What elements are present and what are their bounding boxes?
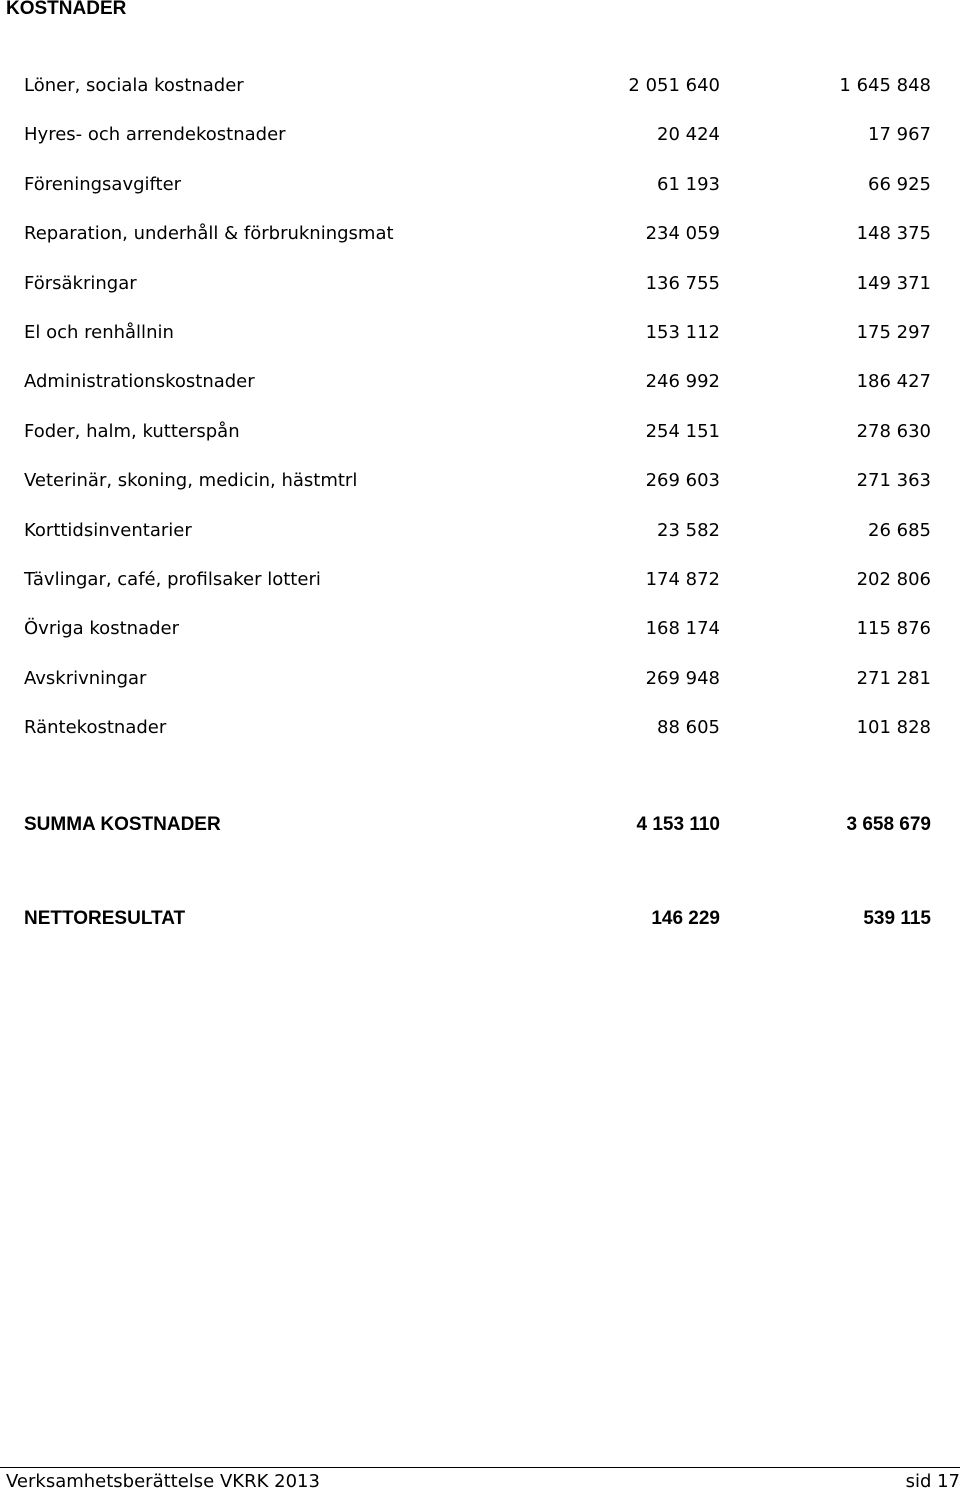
table-row — [0, 458, 960, 507]
row-value-previous: 186 427 — [856, 371, 931, 393]
row-label: Avskrivningar — [24, 667, 147, 689]
row-value-previous: 17 967 — [868, 124, 931, 146]
net-result-label: NETTORESULTAT — [24, 908, 186, 929]
row-value-previous: 202 806 — [856, 568, 931, 590]
row-value-current: 269 603 — [645, 470, 720, 492]
net-result-current: 146 229 — [651, 908, 720, 929]
row-label: Övriga kostnader — [24, 618, 179, 640]
row-value-previous: 278 630 — [856, 420, 931, 442]
footer-document-title: Verksamhetsberättelse VKRK 2013 — [6, 1471, 320, 1492]
row-value-previous: 1 645 848 — [839, 75, 931, 96]
table-row — [0, 162, 960, 211]
table-row — [0, 211, 960, 260]
row-value-current: 254 151 — [645, 420, 720, 442]
row-label: Löner, sociala kostnader — [24, 75, 244, 96]
row-value-previous: 101 828 — [856, 717, 931, 739]
row-value-previous: 115 876 — [856, 618, 931, 640]
row-label: El och renhållnin — [24, 321, 174, 343]
row-value-current: 61 193 — [657, 173, 720, 195]
row-label: Försäkringar — [24, 272, 137, 294]
net-result-row — [0, 908, 960, 934]
table-row — [0, 557, 960, 606]
row-label: Foder, halm, kutterspån — [24, 420, 240, 442]
table-row — [0, 359, 960, 408]
total-costs-label: SUMMA KOSTNADER — [24, 814, 221, 835]
table-row — [0, 261, 960, 310]
cost-table — [0, 63, 960, 754]
table-row — [0, 310, 960, 359]
row-value-previous: 175 297 — [856, 321, 931, 343]
row-value-current: 23 582 — [657, 519, 720, 541]
row-value-previous: 66 925 — [868, 173, 931, 195]
row-label: Räntekostnader — [24, 717, 167, 739]
total-costs-previous: 3 658 679 — [846, 814, 931, 835]
table-row — [0, 656, 960, 705]
row-label: Föreningsavgifter — [24, 173, 182, 195]
row-value-previous: 26 685 — [868, 519, 931, 541]
row-label: Reparation, underhåll & förbrukningsmat — [24, 223, 394, 245]
row-label: Administrationskostnader — [24, 371, 255, 393]
footer-page-number: sid 17 — [905, 1471, 960, 1492]
row-value-current: 136 755 — [645, 272, 720, 294]
section-heading: KOSTNADER — [6, 0, 127, 19]
row-value-current: 2 051 640 — [628, 75, 720, 96]
table-row — [0, 508, 960, 557]
total-costs-current: 4 153 110 — [636, 814, 720, 835]
total-costs-row — [0, 814, 960, 840]
row-value-current: 246 992 — [645, 371, 720, 393]
row-value-previous: 271 281 — [856, 667, 931, 689]
row-value-current: 88 605 — [657, 717, 720, 739]
row-value-current: 234 059 — [645, 223, 720, 245]
row-value-current: 168 174 — [645, 618, 720, 640]
row-label: Tävlingar, café, profilsaker lotteri — [24, 568, 321, 590]
row-value-current: 20 424 — [657, 124, 720, 146]
table-row — [0, 606, 960, 655]
net-result-previous: 539 115 — [863, 908, 931, 929]
table-row — [0, 409, 960, 458]
row-value-previous: 271 363 — [856, 470, 931, 492]
row-label: Veterinär, skoning, medicin, hästmtrl — [24, 470, 358, 492]
row-value-previous: 149 371 — [856, 272, 931, 294]
page-footer — [0, 1467, 960, 1492]
row-value-current: 269 948 — [645, 667, 720, 689]
table-row — [0, 112, 960, 161]
table-row — [0, 63, 960, 112]
row-value-current: 153 112 — [645, 321, 720, 343]
row-value-current: 174 872 — [645, 568, 720, 590]
row-value-previous: 148 375 — [856, 223, 931, 245]
row-label: Hyres- och arrendekostnader — [24, 124, 286, 146]
table-row — [0, 705, 960, 754]
row-label: Korttidsinventarier — [24, 519, 192, 541]
